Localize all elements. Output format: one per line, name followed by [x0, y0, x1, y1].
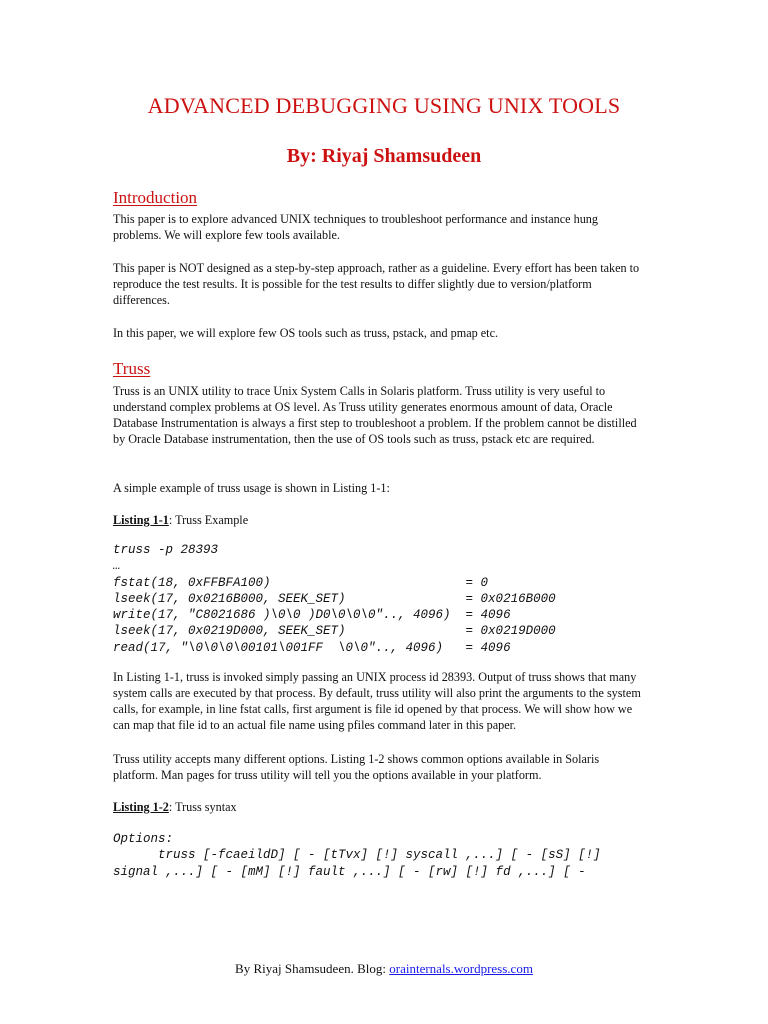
section-heading-truss: Truss — [113, 359, 151, 378]
code-line: lseek(17, 0x0219D000, SEEK_SET) = 0x0219D000 — [113, 624, 556, 639]
listing-1-code — [113, 542, 556, 656]
truss-paragraph-3: In Listing 1-1, truss is invoked simply passing an UNIX process id 28393. Output of truss shows that many system calls are executed by that process. By default, truss utility will also print the arguments to the system calls, for example, in line fstat calls, first argument is file id opened by that process. We will show how we can map that file id to an actual file name using pfiles command later in this paper. — [113, 670, 641, 732]
listing-1-caption — [113, 512, 248, 528]
code-line: truss [-fcaeildD] [ - [tTvx] [!] syscall ,...] [ - [sS] [!] — [113, 848, 601, 863]
page-footer — [0, 961, 768, 977]
code-line: lseek(17, 0x0216B000, SEEK_SET) = 0x0216B000 — [113, 591, 556, 606]
footer-text: By Riyaj Shamsudeen. Blog: — [235, 961, 390, 976]
truss-paragraph-4: Truss utility accepts many different options. Listing 1-2 shows common options available in Solaris platform. Man pages for truss utility will tell you the options available in your platform. — [113, 752, 600, 782]
code-line: … — [113, 559, 121, 574]
blog-link[interactable]: orainternals.wordpress.com — [389, 961, 533, 976]
listing-2-caption — [113, 799, 237, 815]
truss-paragraph-1: Truss is an UNIX utility to trace Unix System Calls in Solaris platform. Truss utility is very useful to understand complex problems at OS level. As Truss utility generates enormous amount of data, Oracle Database Instrumentation is always a first step to troubleshoot a problem. If the problem cannot be distilled by Oracle Database instrumentation, then the use of OS tools such as truss, pstack etc are required. — [113, 384, 637, 446]
listing-2-code — [113, 831, 601, 880]
code-line: fstat(18, 0xFFBFA100) = 0 — [113, 575, 489, 590]
listing-1-label: Listing 1-1 — [113, 513, 169, 527]
code-line: Options: — [113, 832, 174, 846]
intro-paragraph-3: In this paper, we will explore few OS tools such as truss, pstack, and pmap etc. — [113, 326, 499, 340]
document-author: By: Riyaj Shamsudeen — [286, 145, 482, 167]
code-line: truss -p 28393 — [113, 543, 219, 557]
listing-2-caption-text: : Truss syntax — [168, 800, 237, 814]
section-heading-introduction: Introduction — [113, 188, 198, 207]
code-line: write(17, "C8021686 )\0\0 )D0\0\0\0".., 4096) = 4096 — [113, 608, 511, 623]
intro-paragraph-2: This paper is NOT designed as a step-by-step approach, rather as a guideline. Every effort has been taken to reproduce the test results. It is possible for the test results to differ slightly due to version/platform differences. — [113, 261, 640, 307]
code-line: signal ,...] [ - [mM] [!] fault ,...] [ - [rw] [!] fd ,...] [ - — [113, 864, 586, 879]
document-title: ADVANCED DEBUGGING USING UNIX TOOLS — [147, 93, 621, 118]
listing-1-caption-text: : Truss Example — [168, 513, 249, 527]
code-line: read(17, "\0\0\0\00101\001FF \0\0".., 4096) = 4096 — [113, 640, 511, 655]
intro-paragraph-1: This paper is to explore advanced UNIX techniques to troubleshoot performance and instance hung problems. We will explore few tools available. — [113, 212, 598, 242]
truss-paragraph-2: A simple example of truss usage is shown in Listing 1-1: — [113, 481, 390, 495]
listing-2-label: Listing 1-2 — [113, 800, 169, 814]
